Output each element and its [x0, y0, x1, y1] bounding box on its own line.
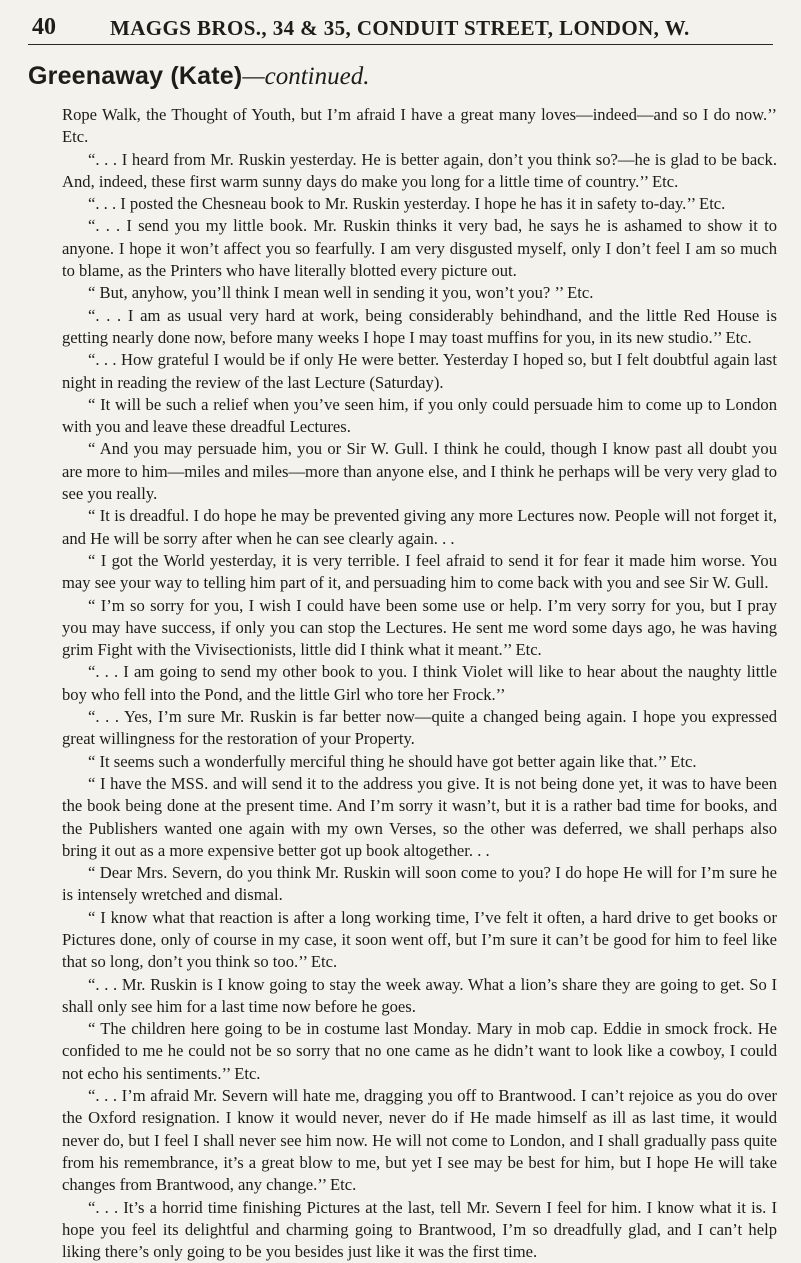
paragraph: “ Dear Mrs. Severn, do you think Mr. Ruskin will soon come to you? I do hope He will for I’m sure he is intensely wretched and dismal.: [62, 863, 777, 905]
paragraph: “ But, anyhow, you’ll think I mean well in sending it you, won’t you? ’’ Etc.: [88, 283, 594, 303]
paragraph: “ And you may persuade him, you or Sir W. Gull. I think he could, though I know past all doubt you are more to him—miles and miles—more than anyone else, and I think he perhaps will be very very glad to see you really.: [62, 439, 777, 504]
paragraph: “ The children here going to be in costume last Monday. Mary in mob cap. Eddie in smock frock. He confided to me he could not be so sorry that no one came as he didn’t want to look like a cowboy, I could not echo his sentiments.’’ Etc.: [62, 1019, 777, 1083]
paragraph: “ I know what that reaction is after a long working time, I’ve felt it often, a hard drive to get books or Pictures done, only of course in my case, it soon went off, but I’m sure it can’t be good for him to feel like that so long, don’t you think so too.’’ Etc.: [62, 907, 777, 972]
paragraph: “ It seems such a wonderfully merciful thing he should have got better again like that.’’ Etc.: [88, 751, 697, 771]
paragraph: “. . . I send you my little book. Mr. Ruskin thinks it very bad, he says he is ashamed to show it to anyone. I hope it won’t affect you so fearfully. I am very disgusted myself, only I don’t feel I am so much to blame, as the Printers who have literally blotted every picture out.: [62, 216, 777, 281]
paragraph: “. . . I’m afraid Mr. Severn will hate me, dragging you off to Brantwood. I can’t rejoice as you do over the Oxford resignation. I know it would never, never do if He made himself as ill as last time, it would never do, but I feel I shall never see him now. He will not come to London, and I shall gradually pass quite from his remembrance, it’s a great blow to me, but yet I see may be best for him, but I hope He will take changes from Brantwood, any change.’’ Etc.: [62, 1086, 777, 1195]
paragraph: “ I have the MSS. and will send it to the address you give. It is not being done yet, it was to have been the book being done at the present time. And I’m sorry it wasn’t, but it is a rather bad time for books, and the Publishers wanted one again with my own Verses, so the other was deferred, we shall perhaps also bring it out as a more expensive better got up book altogether. . .: [62, 773, 777, 860]
paragraph: Rope Walk, the Thought of Youth, but I’m afraid I have a great many loves—indeed—and so I do now.’’ Etc.: [62, 105, 777, 147]
paragraph: “ It is dreadful. I do hope he may be prevented giving any more Lectures now. People will not forget it, and He will be sorry after when he can see clearly again. . .: [62, 506, 777, 548]
continued-label: —continued.: [242, 63, 370, 90]
page-number: 40: [32, 14, 56, 40]
paragraph: “. . . I posted the Chesneau book to Mr. Ruskin yesterday. I hope he has it in safety to-day.’’ Etc.: [88, 194, 726, 214]
letter-excerpts: [62, 104, 777, 1263]
running-head: MAGGS BROS., 34 & 35, CONDUIT STREET, LONDON, W.: [110, 16, 690, 40]
section-heading: [28, 62, 369, 91]
paragraph: “ I got the World yesterday, it is very terrible. I feel afraid to send it for fear it made him worse. You may see your way to telling him part of it, and persuading him to come back with you and see Sir W. Gull.: [62, 550, 777, 593]
paragraph: “. . . Yes, I’m sure Mr. Ruskin is far better now—quite a changed being again. I hope you expressed great willingness for the restoration of your Property.: [62, 707, 777, 749]
paragraph: “. . . I heard from Mr. Ruskin yesterday. He is better again, don’t you think so?—he is glad to be back. And, indeed, these first warm sunny days do make you long for a little time of country.’’ Etc.: [62, 149, 777, 191]
paragraph: “ I’m so sorry for you, I wish I could have been some use or help. I’m very sorry for you, but I pray you may have success, if only you can stop the Lectures. He sent me word some days ago, he was having grim Fight with the Vivisectionists, little did I think what it meant.’’ Etc.: [62, 595, 777, 660]
paragraph: “. . . Mr. Ruskin is I know going to stay the week away. What a lion’s share they are going to get. So I shall only see him for a last time now before he goes.: [62, 974, 777, 1016]
page-header: [28, 14, 773, 45]
paragraph: “. . . How grateful I would be if only He were better. Yesterday I hoped so, but I felt doubtful again last night in reading the review of the last Lecture (Saturday).: [62, 350, 777, 392]
author-name: Greenaway (Kate): [28, 62, 243, 90]
paragraph: “. . . I am going to send my other book to you. I think Violet will like to hear about the naughty little boy who fell into the Pond, and the little Girl who tore her Frock.’’: [62, 662, 777, 704]
paragraph: “. . . It’s a horrid time finishing Pictures at the last, tell Mr. Severn I feel for him. I know what it is. I hope you feel its delightful and charming going to Brantwood, I’m so dreadfully glad, and I can’t help liking there’s only going to be you besides just like it was the first time.: [62, 1197, 777, 1262]
paragraph: “ It will be such a relief when you’ve seen him, if you only could persuade him to come up to London with you and leave these dreadful Lectures.: [62, 394, 777, 437]
paragraph: “. . . I am as usual very hard at work, being considerably behindhand, and the little Red House is getting nearly done now, before many weeks I hope I may toast muffins for you, in its new studio.’’ Etc.: [62, 305, 777, 347]
